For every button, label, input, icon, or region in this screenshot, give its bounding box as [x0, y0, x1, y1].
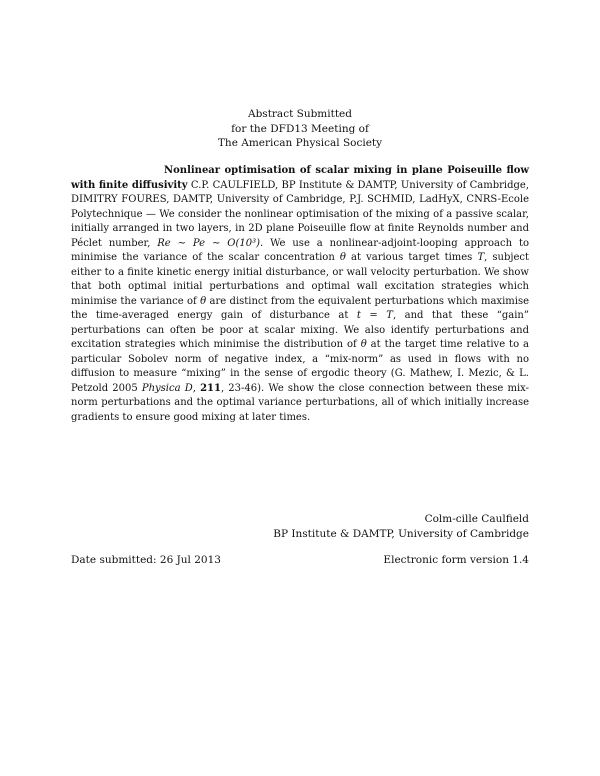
signature-name: Colm-cille Caulfield	[424, 513, 529, 525]
signature-affiliation: BP Institute & DAMTP, University of Cambridge	[273, 527, 529, 540]
signature-block	[273, 512, 529, 541]
footer	[71, 554, 529, 566]
abstract-text-6: , and that these “gain” perturbations can often be poor at scalar mixing. We also identify perturbations and excitation strategies which minimise the distribution of	[71, 310, 529, 350]
abstract-text-8: , 23-46). We show the close connection between these mix-norm perturbations and the optimal variance perturbations, all of which initially increase gradients to ensure good mixing at later times.	[71, 382, 530, 423]
header-line-2: for the DFD13 Meeting of	[231, 122, 369, 135]
date-submitted: Date submitted: 26 Jul 2013	[71, 554, 221, 566]
header-line-3: The American Physical Society	[217, 137, 383, 149]
abstract-text-3: at various target times	[345, 252, 478, 263]
math-t-equals-T: t = T	[356, 310, 393, 321]
abstract-text-7: at the target time relative to a particular Sobolev norm of negative index, a “mix-norm” as used in flows with no diffusion to measure “mixing” in the sense of ergodic theory (G. Mathew, I. Mezic, & L. Petzold 2005	[71, 339, 529, 394]
form-version: Electronic form version 1.4	[383, 554, 529, 566]
abstract-text-4: , subject either to a finite kinetic energy initial disturbance, or wall velocity perturbation. We show that both optimal initial perturbations and optimal wall excitation strategies which minimise the variance of	[71, 252, 530, 307]
abstract-comma: ,	[192, 382, 201, 394]
math-theta: θ	[360, 339, 367, 350]
math-re-pe: Re ∼ Pe ∼ O(10³)	[157, 237, 261, 249]
header-line-1: Abstract Submitted	[248, 108, 352, 120]
abstract-text-2: . We use a nonlinear-adjoint-looping approach to minimise the variance of the scalar concentration	[71, 237, 529, 263]
math-theta: θ	[200, 295, 207, 307]
math-T: T	[477, 252, 485, 263]
journal-volume: 211	[200, 382, 221, 394]
math-theta: θ	[339, 252, 346, 263]
journal-name: Physica D	[141, 382, 193, 394]
submission-header	[0, 107, 600, 151]
abstract-text-1: C.P. CAULFIELD, BP Institute & DAMTP, University of Cambridge, DIMITRY FOURES, DAMTP, University of Cambridge, P.J. SCHMID, LadHyX, CNRS-Ecole Polytechnique — We consider the nonlinear optimisation of the mixing of a passive scalar, initially arranged in two layers, in 2D plane Poiseuille flow at finite Reynolds number and Péclet number,	[71, 179, 529, 249]
abstract-text-5: are distinct from the equivalent perturbations which maximise the time-averaged energy gain of disturbance at	[71, 295, 530, 321]
abstract-body	[71, 164, 529, 425]
abstract-title: Nonlinear optimisation of scalar mixing in plane Poiseuille flow with finite diffusivity	[71, 165, 529, 191]
